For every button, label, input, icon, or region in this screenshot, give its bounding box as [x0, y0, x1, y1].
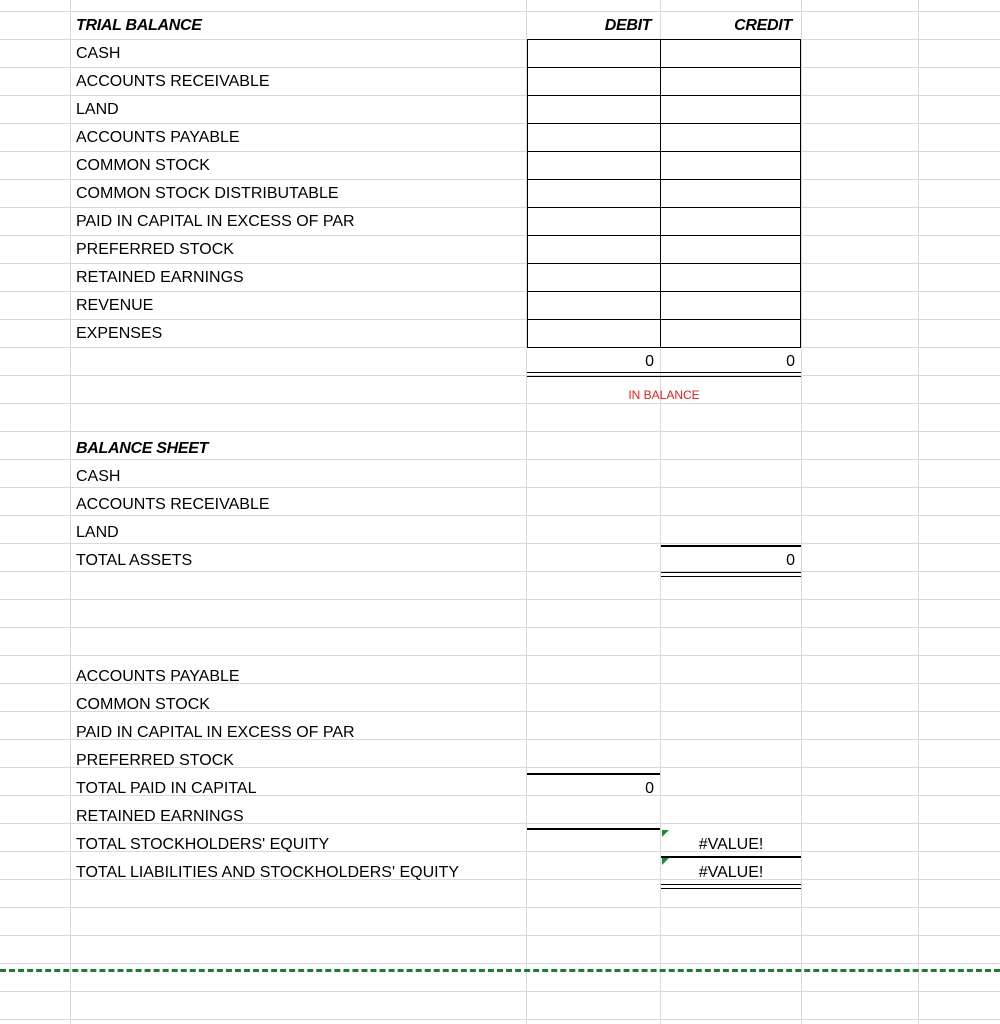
balance-status[interactable]: IN BALANCE	[628, 388, 700, 402]
tb-account-paid-in-capital[interactable]: PAID IN CAPITAL IN EXCESS OF PAR	[76, 213, 355, 230]
row-divider	[0, 963, 1000, 964]
row-divider	[0, 375, 1000, 376]
tb-account-land[interactable]: LAND	[76, 101, 119, 118]
tb-account-accounts-payable[interactable]: ACCOUNTS PAYABLE	[76, 129, 240, 146]
bs-asset-land[interactable]: LAND	[76, 524, 119, 541]
retained-earnings-bottom-border	[527, 828, 660, 830]
bs-preferred-stock[interactable]: PREFERRED STOCK	[76, 752, 234, 769]
tb-debit-input-cell[interactable]	[527, 39, 661, 68]
bs-retained-earnings[interactable]: RETAINED EARNINGS	[76, 808, 244, 825]
balance-sheet-title[interactable]: BALANCE SHEET	[76, 440, 209, 457]
row-divider	[0, 991, 1000, 992]
debit-header[interactable]: DEBIT	[604, 17, 652, 34]
tb-account-revenue[interactable]: REVENUE	[76, 297, 154, 314]
total-liab-equity-double-underline	[661, 884, 801, 889]
column-divider	[801, 0, 802, 1024]
total-equity-bottom-border	[661, 856, 801, 858]
bs-asset-accounts-receivable[interactable]: ACCOUNTS RECEIVABLE	[76, 496, 270, 513]
bs-total-liab-equity-value[interactable]: #VALUE!	[698, 864, 764, 881]
tb-credit-input-cell[interactable]	[660, 263, 801, 292]
tb-account-retained-earnings[interactable]: RETAINED EARNINGS	[76, 269, 244, 286]
bs-paid-in-capital[interactable]: PAID IN CAPITAL IN EXCESS OF PAR	[76, 724, 355, 741]
tb-debit-input-cell[interactable]	[527, 95, 661, 124]
tb-debit-input-cell[interactable]	[527, 67, 661, 96]
row-divider	[0, 403, 1000, 404]
bs-total-liab-equity-label[interactable]: TOTAL LIABILITIES AND STOCKHOLDERS' EQUITY	[76, 864, 460, 881]
tb-credit-input-cell[interactable]	[660, 319, 801, 348]
bs-total-equity-value[interactable]: #VALUE!	[698, 836, 764, 853]
bs-total-assets-label[interactable]: TOTAL ASSETS	[76, 552, 193, 569]
total-assets-double-underline	[661, 572, 801, 577]
tb-debit-input-cell[interactable]	[527, 319, 661, 348]
tb-total-credit[interactable]: 0	[786, 353, 795, 370]
tb-credit-input-cell[interactable]	[660, 123, 801, 152]
trial-balance-title[interactable]: TRIAL BALANCE	[76, 17, 202, 34]
tb-debit-input-cell[interactable]	[527, 263, 661, 292]
row-divider	[0, 1019, 1000, 1020]
bs-total-paid-in-capital-label[interactable]: TOTAL PAID IN CAPITAL	[76, 780, 257, 797]
row-divider	[0, 907, 1000, 908]
tb-credit-input-cell[interactable]	[660, 291, 801, 320]
tb-account-preferred-stock[interactable]: PREFERRED STOCK	[76, 241, 234, 258]
row-divider	[0, 627, 1000, 628]
row-divider	[0, 655, 1000, 656]
tb-debit-input-cell[interactable]	[527, 235, 661, 264]
tb-total-double-underline	[527, 372, 801, 377]
bs-total-paid-in-capital-value[interactable]: 0	[645, 780, 654, 797]
row-divider	[0, 347, 1000, 348]
row-divider	[0, 431, 1000, 432]
tb-debit-input-cell[interactable]	[527, 207, 661, 236]
bs-accounts-payable[interactable]: ACCOUNTS PAYABLE	[76, 668, 240, 685]
bs-common-stock[interactable]: COMMON STOCK	[76, 696, 210, 713]
tb-credit-input-cell[interactable]	[660, 151, 801, 180]
tb-debit-input-cell[interactable]	[527, 179, 661, 208]
tb-credit-input-cell[interactable]	[660, 67, 801, 96]
tb-credit-input-cell[interactable]	[660, 95, 801, 124]
tb-credit-input-cell[interactable]	[660, 207, 801, 236]
tb-credit-input-cell[interactable]	[660, 235, 801, 264]
tb-total-debit[interactable]: 0	[645, 353, 654, 370]
row-divider	[0, 935, 1000, 936]
tb-account-accounts-receivable[interactable]: ACCOUNTS RECEIVABLE	[76, 73, 270, 90]
bs-total-equity-label[interactable]: TOTAL STOCKHOLDERS' EQUITY	[76, 836, 330, 853]
credit-header[interactable]: CREDIT	[734, 17, 792, 34]
column-divider	[918, 0, 919, 1024]
tb-account-expenses[interactable]: EXPENSES	[76, 325, 163, 342]
bs-total-assets-value[interactable]: 0	[786, 552, 795, 569]
bs-asset-cash[interactable]: CASH	[76, 468, 121, 485]
tb-debit-input-cell[interactable]	[527, 151, 661, 180]
tb-account-common-stock-distributable[interactable]: COMMON STOCK DISTRIBUTABLE	[76, 185, 339, 202]
tb-debit-input-cell[interactable]	[527, 123, 661, 152]
tb-credit-input-cell[interactable]	[660, 39, 801, 68]
tb-account-cash[interactable]: CASH	[76, 45, 121, 62]
tb-credit-input-cell[interactable]	[660, 179, 801, 208]
row-divider	[0, 599, 1000, 600]
column-divider	[70, 0, 71, 1024]
page-break-line	[0, 969, 1000, 972]
tb-debit-input-cell[interactable]	[527, 291, 661, 320]
tb-account-common-stock[interactable]: COMMON STOCK	[76, 157, 210, 174]
